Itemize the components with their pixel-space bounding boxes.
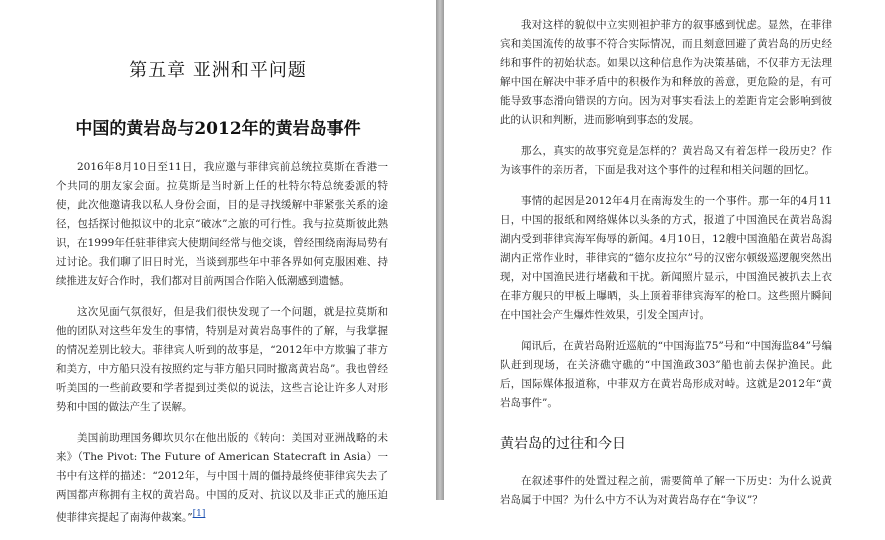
paragraph (56, 429, 388, 528)
paragraph: 事情的起因是2012年4月在南海发生的一个事件。那一年的4月11日，中国的报纸和网络媒体以头条的方式，报道了中国渔民在黄岩岛潟湖内受到菲律宾海军侮辱的新闻。4月10日，12艘中国渔船在黄岩岛潟湖内正常作业时，菲律宾的“德尔皮拉尔”号的汉密尔顿级巡逻舰突然出现，对中国渔民进行堵截和干扰。新闻照片显示，中国渔民被扒去上衣在菲方舰只的甲板上曝晒，头上顶着菲律宾海军的枪口。这些照片瞬间在中国社会产生爆炸性效果，引发全国声讨。 (500, 195, 832, 321)
subheading: 黄岩岛的过往和今日 (500, 436, 626, 452)
footnote-link[interactable]: [1] (192, 509, 206, 519)
paragraph: 那么，真实的故事究竟是怎样的？黄岩岛又有着怎样一段历史？作为该事件的亲历者，下面是我对这个事件的过程和相关问题的回忆。 (500, 145, 832, 176)
section-title: 中国的黄岩岛与2012年的黄岩岛事件 (75, 119, 361, 139)
paragraph: 这次见面气氛很好，但是我们很快发现了一个问题，就是拉莫斯和他的团队对这些年发生的事情，特别是对黄岩岛事件的了解，与我掌握的情况差别比较大。菲律宾人听到的故事是，“2012年中方欺骗了菲方和美方，中方船只没有按照约定与菲方船只同时撤离黄岩岛”。我也曾经听美国的一些前政要和学者提到过类似的说法，这些言论让许多人对形势和中国的做法产生了误解。 (56, 306, 388, 413)
left-page-body (56, 158, 388, 540)
paragraph: 我对这样的貌似中立实则袒护菲方的叙事感到忧虑。显然，在菲律宾和美国流传的故事不符合实际情况，而且刻意回避了黄岩岛的历史经纬和事件的初始状态。如果以这种信息作为决策基础，不仅菲方无法理解中国在解决中菲矛盾中的积极作为和释放的善意，更危险的是，有可能导致事态滑向错误的方向。因为对事实看法上的差距肯定会影响到彼此的认识和判断，进而影响到事态的发展。 (500, 19, 832, 126)
page-gutter (436, 0, 444, 500)
paragraph: 闻讯后，在黄岩岛附近巡航的“中国海监75”号和“中国海监84”号编队赶到现场，在关济礁守礁的“中国渔政303”船也前去保护渔民。此后，国际媒体报道称，中菲双方在黄岩岛形成对峙。这就是2012年“黄岩岛事件”。 (500, 340, 832, 409)
paragraph: 2016年8月10日至11日，我应邀与菲律宾前总统拉莫斯在香港一个共同的朋友家会面。拉莫斯是当时新上任的杜特尔特总统委派的特使，此次他邀请我以私人身份会面，目的是寻找缓解中菲紧张关系的途径，包括探讨他拟议中的北京“破冰”之旅的可行性。我与拉莫斯彼此熟识，在1999年任驻菲律宾大使期间经常与他交谈，曾经围绕南海局势有过讨论。我们聊了旧日时光，当谈到那些年中菲各界如何克服困难、持续推进友好合作时，我们都对目前两国合作陷入低潮感到遗憾。 (56, 161, 388, 287)
left-page (0, 0, 436, 524)
right-page-body (500, 16, 832, 522)
chapter-title: 第五章 亚洲和平问题 (129, 60, 307, 81)
paragraph: 在叙述事件的处置过程之前，需要简单了解一下历史：为什么说黄岩岛属于中国？为什么中方不认为对黄岩岛存在“争议”？ (500, 475, 832, 506)
paragraph-text: 美国前助理国务卿坎贝尔在他出版的《转向：美国对亚洲战略的未来》（The Pivot: The Future of American Statecraft in Asia）一书中有这样的描述：“2012年，与中国十周的僵持最终使菲律宾失去了两国都声称拥有主权的黄岩岛。中国的反对、抗议以及非正式的施压迫使菲律宾提起了南海仲裁案。” (56, 432, 388, 524)
right-page (444, 0, 885, 506)
